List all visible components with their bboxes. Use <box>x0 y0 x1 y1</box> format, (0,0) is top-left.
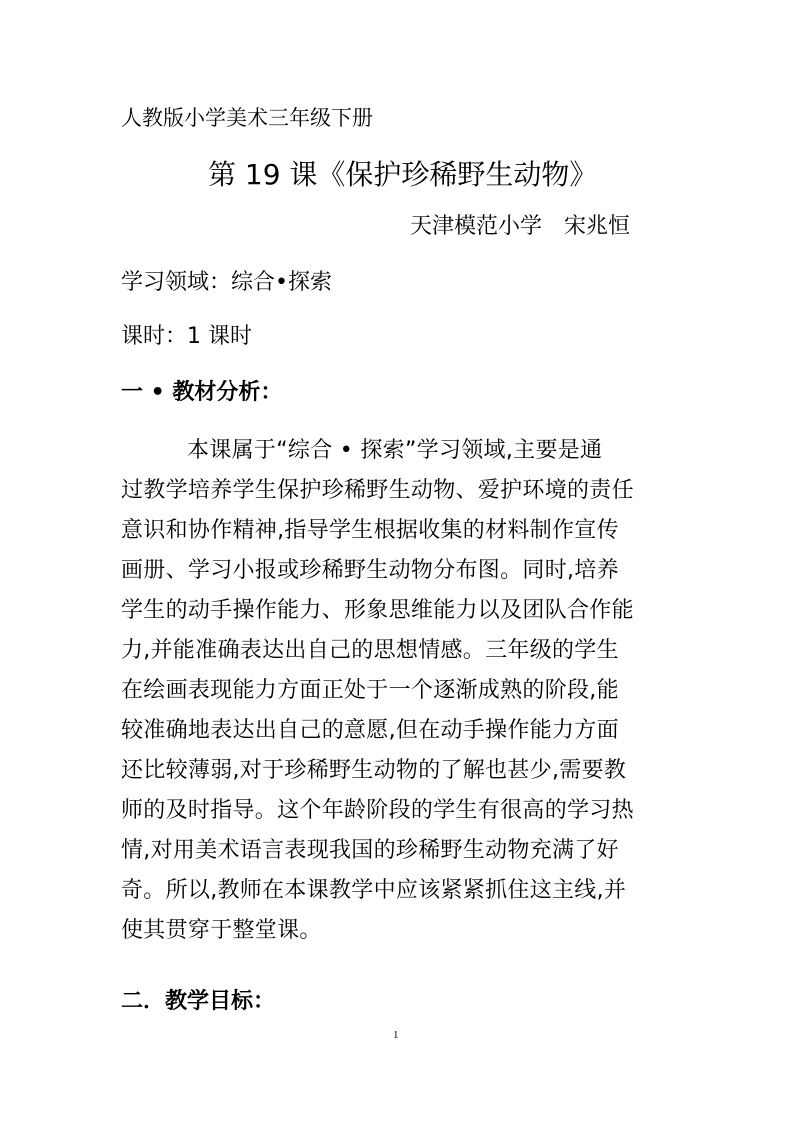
section-heading-teaching-goals: 二．教学目标： <box>121 989 276 1014</box>
class-hours: 课时：1 课时 <box>121 324 252 349</box>
lesson-title: 第 19 课《保护珍稀野生动物》 <box>208 158 598 191</box>
teacher-name: 宋兆恒 <box>564 214 631 239</box>
author-line <box>410 212 630 242</box>
paragraph-line: 力,并能准确表达出自己的思想情感。三年级的学生 <box>121 638 619 663</box>
paragraph-line: 在绘画表现能力方面正处于一个逐渐成熟的阶段,能 <box>121 678 619 703</box>
paragraph-line: 还比较薄弱,对于珍稀野生动物的了解也甚少,需要教 <box>121 758 627 783</box>
paragraph-line: 使其贯穿于整堂课。 <box>121 918 322 943</box>
paragraph-line: 较准确地表达出自己的意愿,但在动手操作能力方面 <box>121 718 619 743</box>
page-number: 1 <box>393 1029 399 1041</box>
paragraph-line: 学生的动手操作能力、形象思维能力以及团队合作能 <box>121 598 634 623</box>
school-name: 天津模范小学 <box>410 214 543 239</box>
paragraph-line: 画册、学习小报或珍稀野生动物分布图。同时,培养 <box>121 558 619 583</box>
paragraph-line: 奇。所以,教师在本课教学中应该紧紧抓住这主线,并 <box>121 878 627 903</box>
textbook-subtitle: 人教版小学美术三年级下册 <box>121 106 373 130</box>
paragraph-line: 师的及时指导。这个年龄阶段的学生有很高的学习热 <box>121 798 634 823</box>
learning-domain: 学习领域：综合•探索 <box>121 270 332 295</box>
paragraph-line: 过教学培养学生保护珍稀野生动物、爱护环境的责任 <box>121 478 634 503</box>
paragraph-line: 本课属于“综合 • 探索”学习领域,主要是通 <box>187 438 603 463</box>
material-analysis-paragraph <box>121 431 676 951</box>
paragraph-line: 意识和协作精神,指导学生根据收集的材料制作宣传 <box>121 518 619 543</box>
paragraph-line: 情,对用美术语言表现我国的珍稀野生动物充满了好 <box>121 838 619 863</box>
section-heading-material-analysis: 一 • 教材分析： <box>121 380 283 405</box>
